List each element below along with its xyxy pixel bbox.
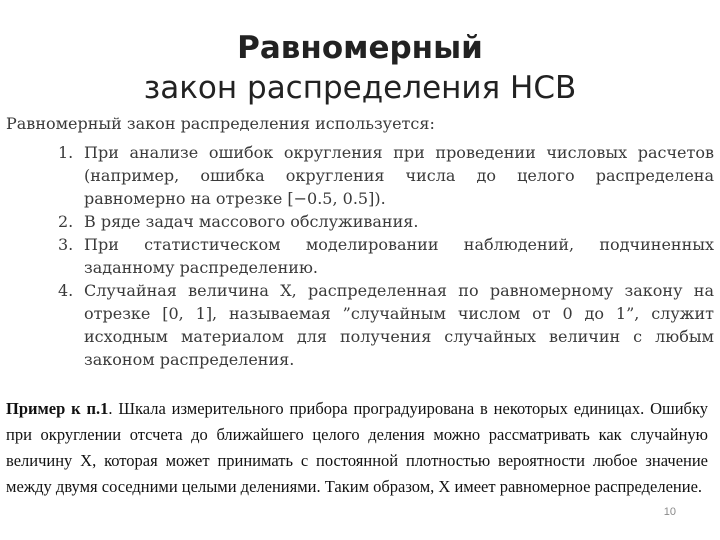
page-number: 10 [663, 506, 676, 518]
list-item [6, 210, 714, 233]
list-item [6, 279, 714, 371]
list-item-number: 2. [58, 212, 74, 231]
example-paragraph [6, 396, 708, 500]
uses-intro: Равномерный закон распределения используется: [6, 114, 435, 133]
list-item-number: 4. [58, 281, 74, 300]
list-item-text: При статистическом моделировании наблюдений, подчиненных заданному распределению. [84, 235, 714, 277]
example-text: . Шкала измерительного прибора проградуирована в некоторых единицах. Ошибку при округлении отсчета до ближайшего целого деления можно рассматривать как случайную величину X, которая может принимать с постоянной плотностью вероятности любое значение между двумя соседними целыми делениями. Таким образом, X имеет равномерное распределение. [6, 399, 708, 496]
list-item-text: При анализе ошибок округления при проведении числовых расчетов (например, ошибка округления числа до целого распределена равномерно на отрезке [−0.5, 0.5]). [84, 143, 714, 208]
list-item-number: 3. [58, 235, 74, 254]
slide-title-line1: Равномерный [237, 30, 483, 66]
list-item [6, 233, 714, 279]
scanned-text-block [6, 112, 714, 371]
list-item-text: Случайная величина X, распределенная по равномерному закону на отрезке [0, 1], называемая ”случайным числом от 0 до 1”, служит исходным материалом для получения случайных величин с любым законом распределения. [84, 281, 714, 369]
list-item [6, 141, 714, 210]
slide-title-line2: закон распределения НСВ [143, 70, 577, 106]
slide-title [0, 28, 720, 108]
list-item-number: 1. [58, 143, 74, 162]
example-label: Пример к п.1 [6, 399, 109, 418]
uses-list [6, 141, 714, 371]
list-item-text: В ряде задач массового обслуживания. [84, 212, 419, 231]
